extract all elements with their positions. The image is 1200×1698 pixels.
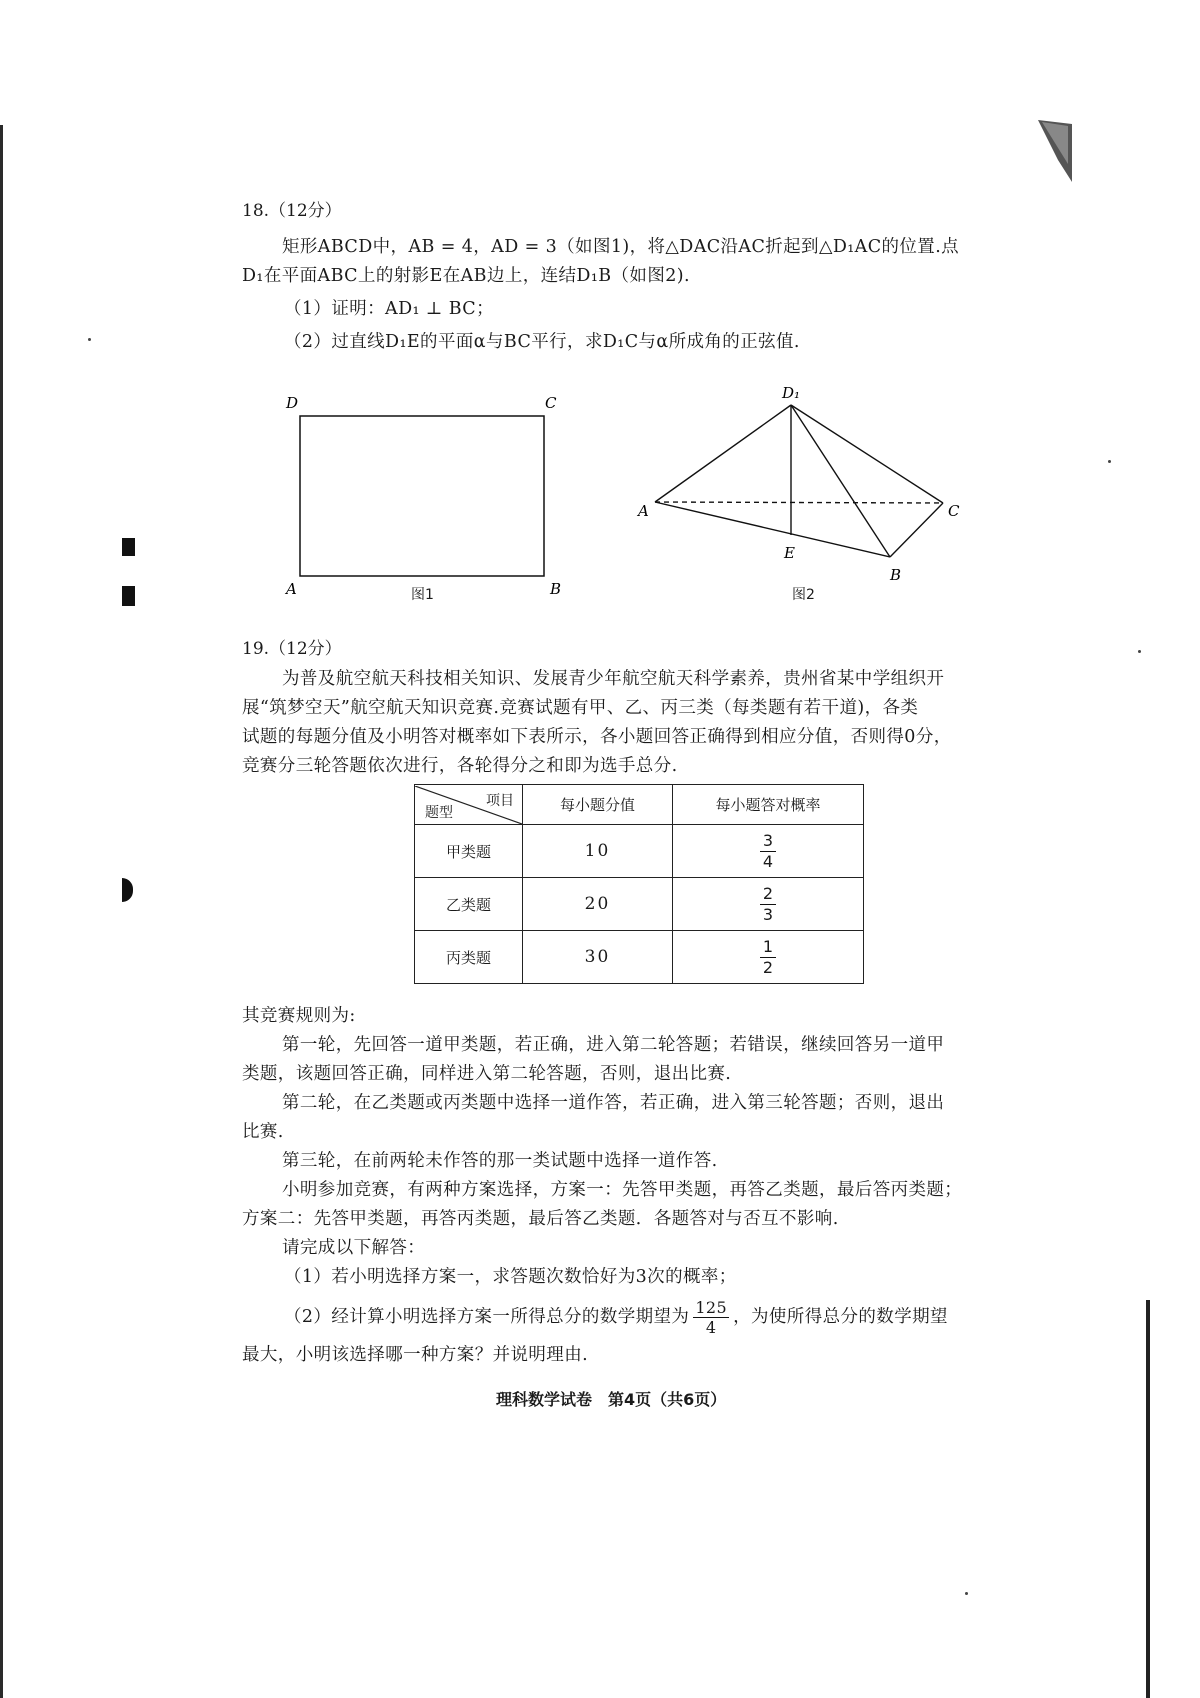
- fig1-caption: 图1: [411, 587, 434, 603]
- score-probability-table: [414, 784, 864, 984]
- registration-mark: [122, 586, 135, 606]
- expectation-fraction: [693, 1298, 729, 1337]
- q18-part2: （2）过直线D₁E的平面α与BC平行，求D₁C与α所成角的正弦值.: [284, 332, 800, 352]
- rules-title: 其竞赛规则为:: [242, 1006, 356, 1026]
- registration-mark: [122, 538, 135, 556]
- expectation-denominator: 4: [705, 1318, 717, 1337]
- plan-line1: 小明参加竞赛，有两种方案选择，方案一：先答甲类题，再答乙类题，最后答丙类题；: [282, 1180, 963, 1200]
- scan-speck: [1138, 650, 1141, 653]
- q19-rules: [242, 1002, 1008, 1370]
- page-footer: 理科数学试卷 第4页（共6页）: [496, 1390, 727, 1409]
- fig2-label-c: C: [948, 502, 960, 520]
- figure-1-rectangle: [280, 390, 570, 600]
- row-probability: [673, 878, 864, 931]
- scan-speck: [1108, 460, 1111, 463]
- row-type: 丙类题: [415, 931, 523, 984]
- prob-denominator: 4: [762, 851, 774, 871]
- scan-edge-right: [1146, 1300, 1150, 1698]
- plan-line2: 方案二：先答甲类题，再答丙类题，最后答乙类题．各题答对与否互不影响.: [242, 1209, 839, 1229]
- table-corner-top: 项目: [486, 792, 514, 809]
- row-type: 甲类题: [415, 825, 523, 878]
- fig1-label-d: D: [286, 394, 299, 412]
- row-score: 20: [523, 878, 673, 931]
- q18-text: [242, 233, 1008, 357]
- please-complete: 请完成以下解答：: [282, 1238, 426, 1258]
- q18-part1: （1）证明：AD₁ ⊥ BC；: [284, 299, 494, 319]
- fig1-label-c: C: [545, 394, 557, 412]
- q19-intro: [242, 665, 1008, 781]
- table-corner-bottom: 题型: [425, 804, 453, 821]
- row-score: 30: [523, 931, 673, 984]
- q18-intro-line1: 矩形ABCD中，AB = 4，AD = 3（如图1)，将△DAC沿AC折起到△D₁AC的位置.点: [282, 237, 960, 257]
- row-probability: [673, 931, 864, 984]
- fig2-label-e: E: [784, 544, 795, 562]
- q19-intro-line: 为普及航空航天科技相关知识、发展青少年航空航天科学素养，贵州省某中学组织开: [282, 669, 945, 689]
- q19-intro-line: 展“筑梦空天”航空航天知识竞赛.竞赛试题有甲、乙、丙三类（每类题有若干道)，各类: [242, 698, 919, 718]
- scan-edge-left: [0, 125, 3, 1698]
- q19-intro-line: 竞赛分三轮答题依次进行，各轮得分之和即为选手总分.: [242, 756, 678, 776]
- table-row: [415, 825, 864, 878]
- prob-denominator: 3: [762, 904, 774, 924]
- table-header-score: 每小题分值: [523, 785, 673, 825]
- figure-2-pyramid: [630, 380, 980, 590]
- round1-line2: 类题，该题回答正确，同样进入第二轮答题，否则，退出比赛.: [242, 1064, 732, 1084]
- q19-part2-post: ，为使所得总分的数学期望: [733, 1307, 948, 1327]
- row-score: 10: [523, 825, 673, 878]
- scan-speck: [965, 1592, 968, 1595]
- row-type: 乙类题: [415, 878, 523, 931]
- table-header-row: [415, 785, 864, 825]
- q19-intro-line: 试题的每题分值及小明答对概率如下表所示，各小题回答正确得到相应分值，否则得0分，: [242, 727, 952, 747]
- fig2-label-a: A: [638, 502, 649, 520]
- fig1-label-b: B: [550, 580, 562, 598]
- row-probability: [673, 825, 864, 878]
- round3-line: 第三轮，在前两轮未作答的那一类试题中选择一道作答.: [282, 1151, 718, 1171]
- q18-intro-line2: D₁在平面ABC上的射影E在AB边上，连结D₁B（如图2).: [242, 266, 690, 286]
- fig1-label-a: A: [286, 580, 297, 598]
- q18-header: 18.（12分）: [242, 201, 342, 221]
- fig2-label-d1: D₁: [782, 384, 801, 402]
- q19-part2-pre: （2）经计算小明选择方案一所得总分的数学期望为: [284, 1307, 690, 1327]
- registration-mark: [122, 878, 133, 902]
- fig2-label-b: B: [890, 566, 902, 584]
- round2-line1: 第二轮，在乙类题或丙类题中选择一道作答，若正确，进入第三轮答题；否则，退出: [282, 1093, 945, 1113]
- q19-part1: （1）若小明选择方案一，求答题次数恰好为3次的概率；: [284, 1267, 737, 1287]
- expectation-numerator: 125: [695, 1298, 728, 1317]
- prob-denominator: 2: [762, 957, 774, 977]
- prob-numerator: 3: [760, 831, 776, 852]
- corner-scan-mark: [1038, 120, 1072, 182]
- table-row: [415, 878, 864, 931]
- q19-header: 19.（12分）: [242, 639, 342, 659]
- prob-numerator: 2: [760, 884, 776, 905]
- q19-part2: [284, 1298, 1008, 1337]
- round1-line1: 第一轮，先回答一道甲类题，若正确，进入第二轮答题；若错误，继续回答另一道甲: [282, 1035, 945, 1055]
- table-row: [415, 931, 864, 984]
- scan-speck: [88, 338, 91, 341]
- round2-line2: 比赛.: [242, 1122, 284, 1142]
- q19-part2-end: 最大，小明该选择哪一种方案？并说明理由.: [242, 1345, 589, 1365]
- table-header-probability: 每小题答对概率: [673, 785, 864, 825]
- fig2-caption: 图2: [792, 587, 815, 603]
- prob-numerator: 1: [760, 937, 776, 958]
- rectangle-abcd: [300, 416, 544, 576]
- table-corner-cell: [415, 785, 523, 825]
